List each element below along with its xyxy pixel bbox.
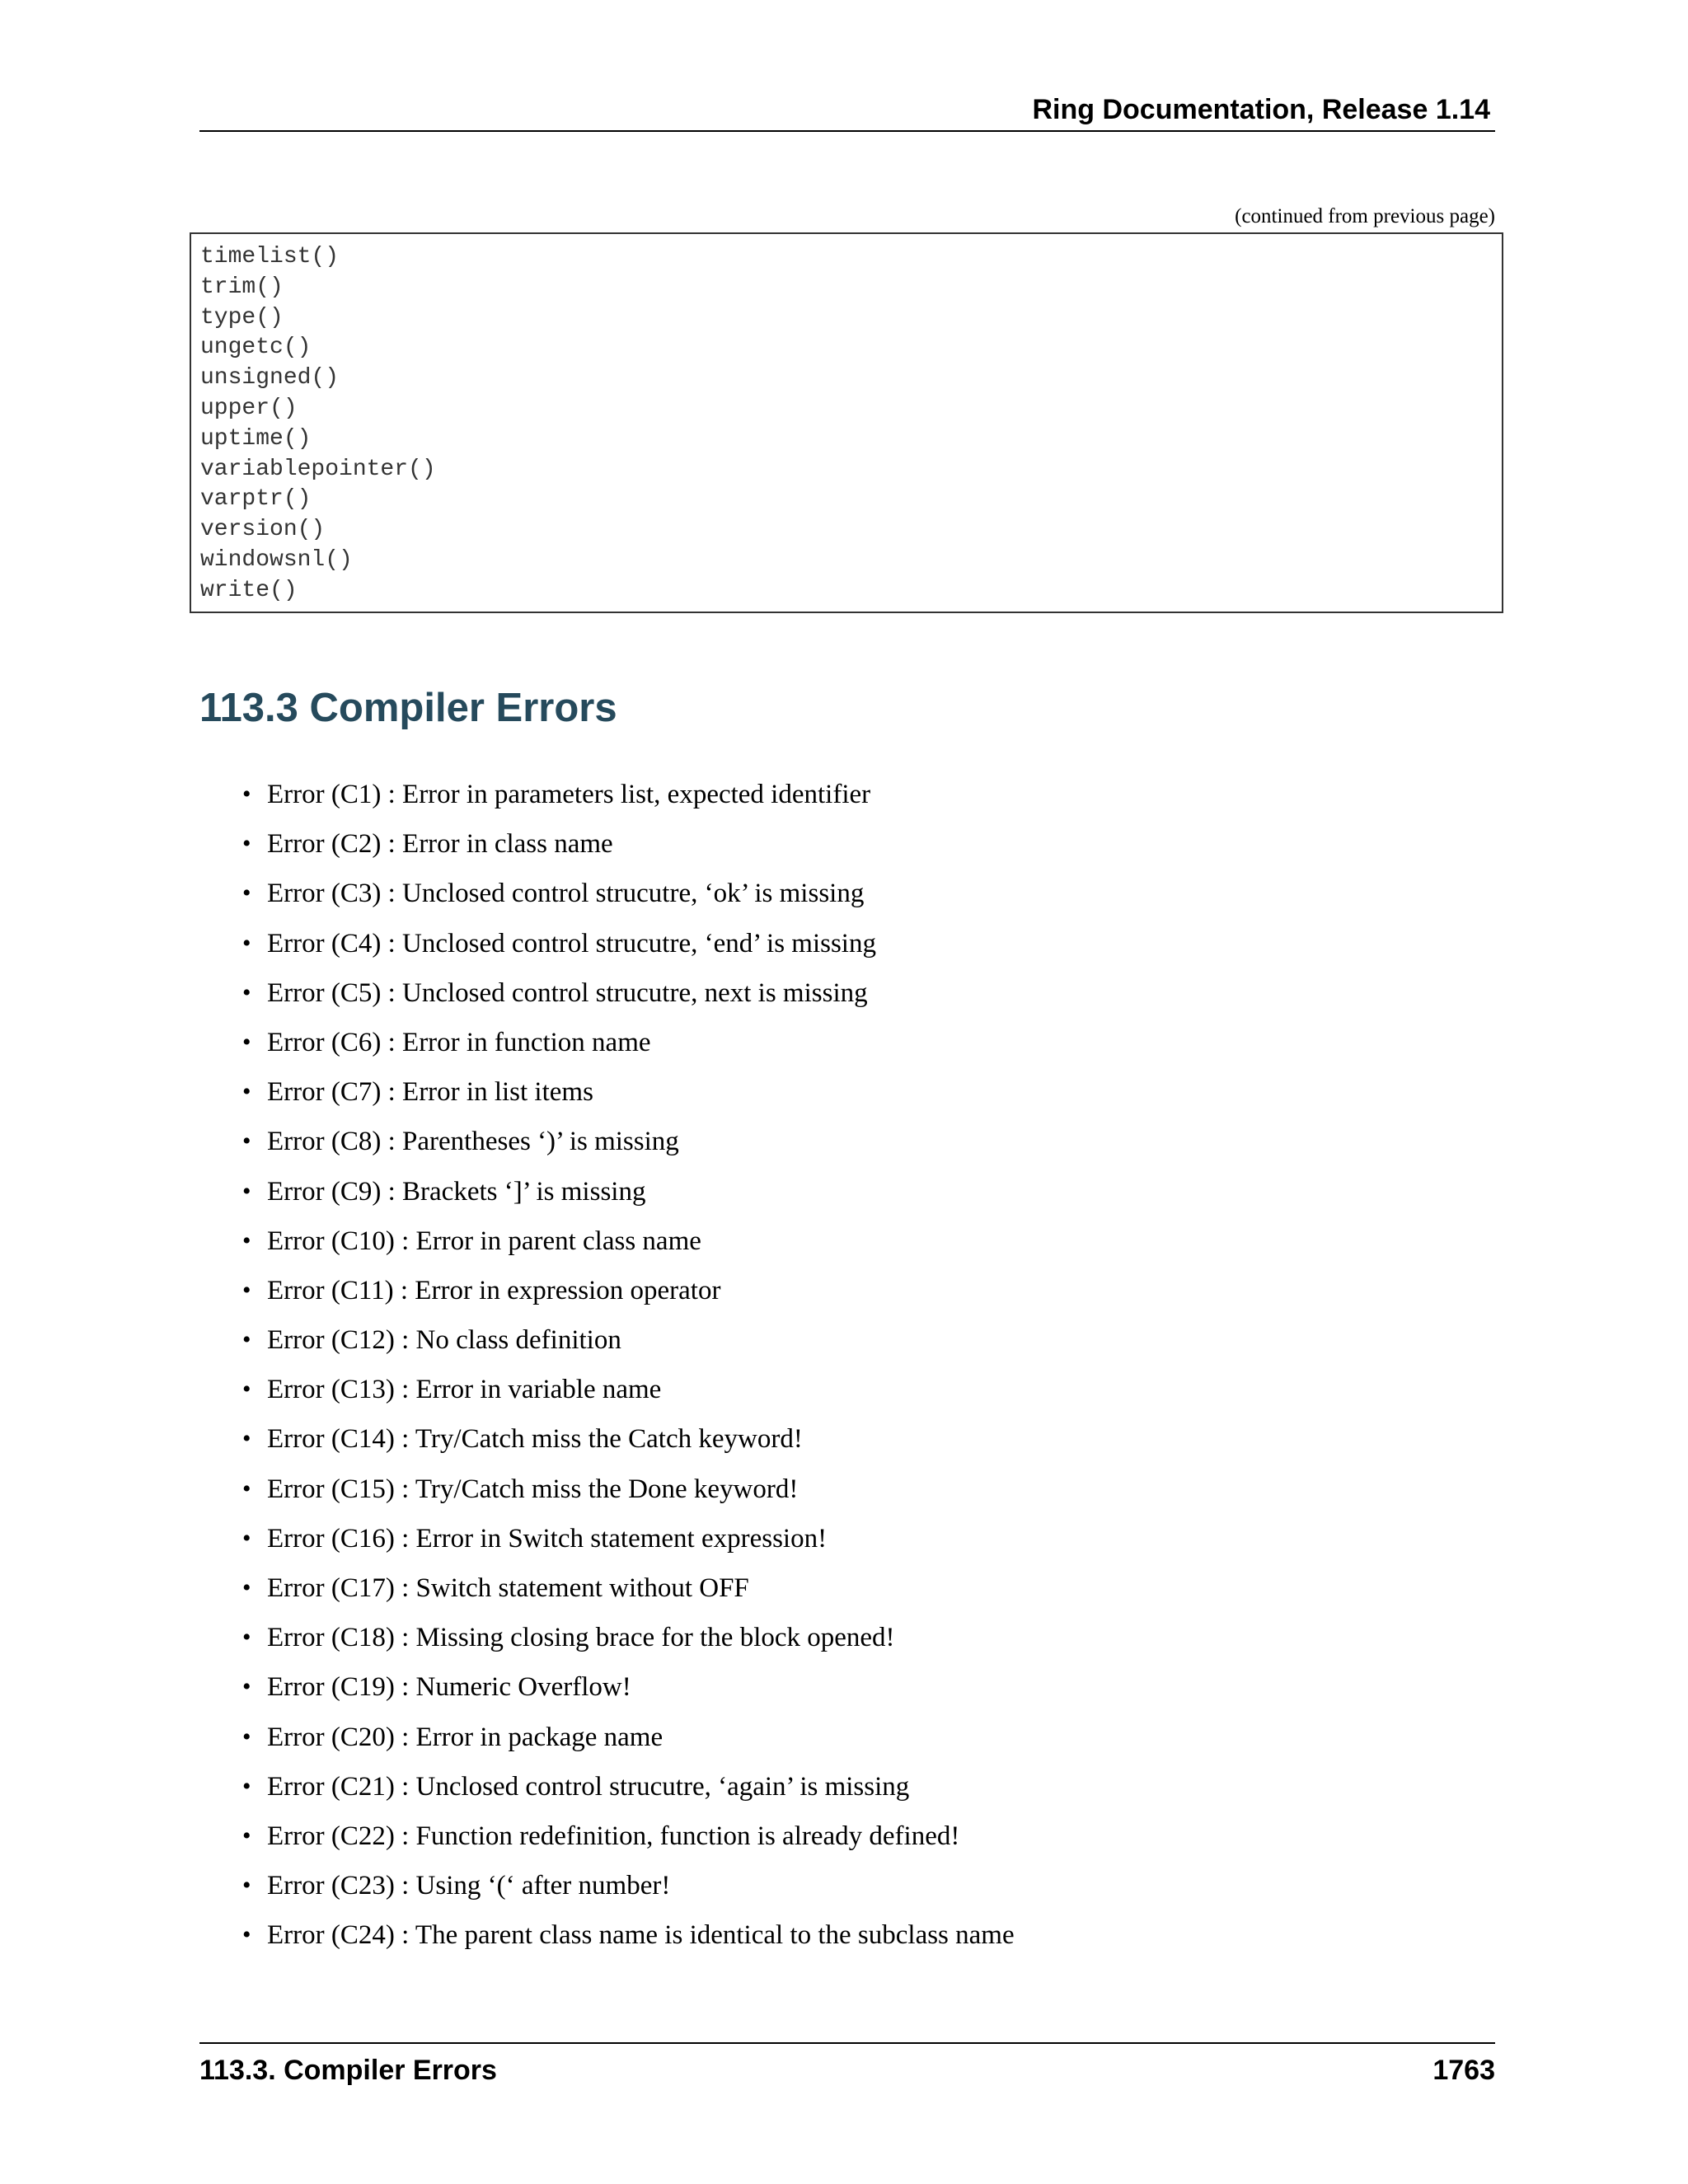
section-title: 113.3 Compiler Errors: [199, 686, 617, 730]
code-line: unsigned(): [200, 365, 340, 391]
code-line: trim(): [200, 274, 284, 300]
list-item: [0, 1365, 1015, 1414]
list-item: [0, 1266, 1015, 1315]
bullet-icon: •: [242, 1078, 251, 1106]
error-text: Error (C20) : Error in package name: [267, 1722, 663, 1752]
bullet-icon: •: [242, 1624, 251, 1652]
continued-note: (continued from previous page): [1235, 205, 1495, 227]
list-item: [0, 1861, 1015, 1910]
header-title: Ring Documentation, Release 1.14: [1032, 94, 1490, 125]
list-item: [0, 1563, 1015, 1613]
error-text: Error (C17) : Switch statement without OFF: [267, 1573, 749, 1603]
error-text: Error (C3) : Unclosed control strucutre, ‘ok’ is missing: [267, 879, 865, 909]
bullet-icon: •: [242, 1425, 251, 1453]
code-line: type(): [200, 304, 284, 330]
bullet-icon: •: [242, 1673, 251, 1701]
page-header: [199, 89, 1495, 132]
list-item: [0, 1910, 1015, 1960]
error-text: Error (C13) : Error in variable name: [267, 1375, 662, 1405]
error-text: Error (C10) : Error in parent class name: [267, 1226, 701, 1256]
list-item: [0, 1713, 1015, 1762]
bullet-icon: •: [242, 1177, 251, 1205]
error-text: Error (C2) : Error in class name: [267, 829, 613, 860]
bullet-icon: •: [242, 879, 251, 907]
error-text: Error (C4) : Unclosed control strucutre, ‘end’ is missing: [267, 928, 876, 958]
error-text: Error (C19) : Numeric Overflow!: [267, 1672, 631, 1703]
error-text: Error (C24) : The parent class name is identical to the subclass name: [267, 1920, 1015, 1951]
code-line: windowsnl(): [200, 546, 353, 573]
list-item: [0, 819, 1015, 869]
list-item: [0, 1514, 1015, 1563]
bullet-icon: •: [242, 1872, 251, 1900]
list-item: [0, 1315, 1015, 1365]
page-footer: [199, 2042, 1495, 2090]
error-text: Error (C12) : No class definition: [267, 1325, 621, 1356]
code-block: [190, 232, 1503, 613]
list-item: [0, 1762, 1015, 1811]
list-item: [0, 1662, 1015, 1712]
bullet-icon: •: [242, 1276, 251, 1304]
bullet-icon: •: [242, 1376, 251, 1404]
error-text: Error (C11) : Error in expression operator: [267, 1275, 721, 1305]
list-item: [0, 1613, 1015, 1662]
bullet-icon: •: [242, 1921, 251, 1949]
list-item: [0, 1018, 1015, 1067]
bullet-icon: •: [242, 1722, 251, 1750]
code-line: upper(): [200, 395, 298, 421]
code-line: varptr(): [200, 486, 312, 513]
bullet-icon: •: [242, 1772, 251, 1800]
bullet-icon: •: [242, 978, 251, 1006]
error-text: Error (C5) : Unclosed control strucutre, next is missing: [267, 977, 868, 1008]
list-item: [0, 1117, 1015, 1166]
error-text: Error (C22) : Function redefinition, function is already defined!: [267, 1821, 960, 1851]
list-item: [0, 968, 1015, 1018]
code-line: timelist(): [200, 244, 340, 269]
list-item: [0, 1465, 1015, 1514]
error-text: Error (C14) : Try/Catch miss the Catch keyword!: [267, 1424, 803, 1455]
error-text: Error (C15) : Try/Catch miss the Done keyword!: [267, 1474, 799, 1504]
code-line: ungetc(): [200, 335, 312, 361]
error-list: [0, 770, 1015, 1961]
list-item: [0, 919, 1015, 968]
code-line: version(): [200, 517, 326, 543]
footer-page-number: 1763: [1432, 2055, 1495, 2086]
error-text: Error (C16) : Error in Switch statement expression!: [267, 1523, 828, 1554]
error-text: Error (C1) : Error in parameters list, expected identifier: [267, 780, 871, 809]
bullet-icon: •: [242, 1326, 251, 1354]
list-item: [0, 770, 1015, 819]
bullet-icon: •: [242, 1821, 251, 1849]
bullet-icon: •: [242, 1127, 251, 1155]
bullet-icon: •: [242, 1574, 251, 1601]
list-item: [0, 1811, 1015, 1861]
list-item: [0, 1414, 1015, 1464]
code-line: write(): [200, 577, 298, 603]
code-line: variablepointer(): [200, 456, 436, 482]
bullet-icon: •: [242, 1524, 251, 1552]
list-item: [0, 869, 1015, 918]
error-text: Error (C9) : Brackets ‘]’ is missing: [267, 1176, 646, 1207]
error-text: Error (C23) : Using ‘(‘ after number!: [267, 1871, 671, 1901]
error-text: Error (C18) : Missing closing brace for the block opened!: [267, 1623, 895, 1653]
error-text: Error (C6) : Error in function name: [267, 1027, 651, 1057]
footer-section-title: 113.3. Compiler Errors: [199, 2055, 497, 2086]
bullet-icon: •: [242, 1028, 251, 1056]
error-text: Error (C21) : Unclosed control strucutre, ‘again’ is missing: [267, 1771, 910, 1802]
bullet-icon: •: [242, 929, 251, 957]
bullet-icon: •: [242, 780, 251, 808]
bullet-icon: •: [242, 830, 251, 858]
error-text: Error (C7) : Error in list items: [267, 1077, 593, 1108]
code-line: uptime(): [200, 425, 312, 452]
list-item: [0, 1067, 1015, 1117]
bullet-icon: •: [242, 1474, 251, 1502]
bullet-icon: •: [242, 1226, 251, 1254]
error-text: Error (C8) : Parentheses ‘)’ is missing: [267, 1127, 679, 1157]
list-item: [0, 1216, 1015, 1266]
list-item: [0, 1167, 1015, 1216]
